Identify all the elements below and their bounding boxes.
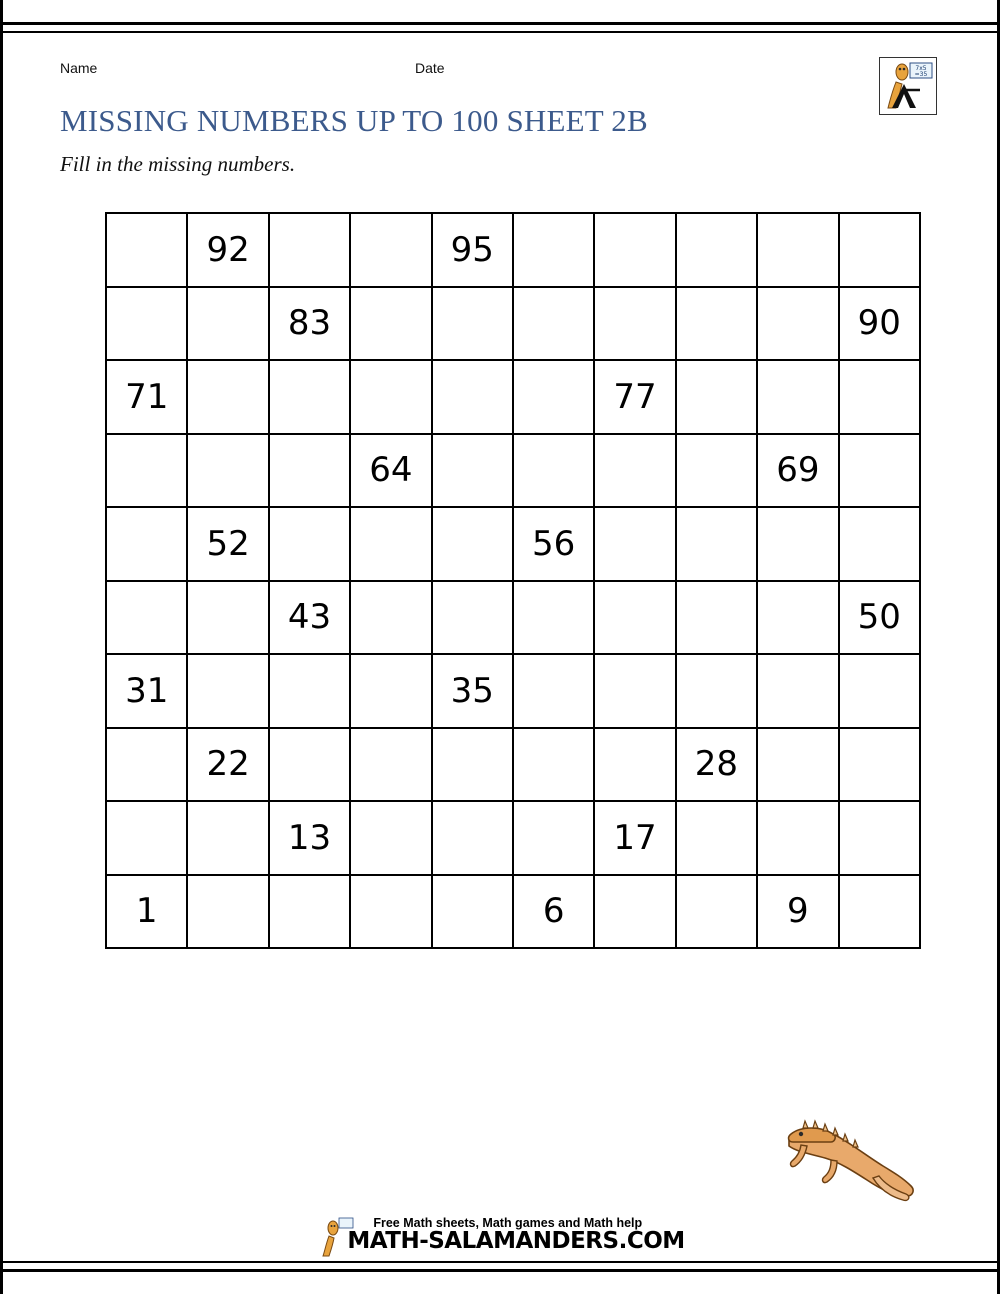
grid-cell[interactable]: 6 [513,875,594,949]
grid-cell[interactable] [676,581,757,655]
grid-cell[interactable] [757,360,838,434]
grid-cell[interactable] [594,434,675,508]
grid-cell[interactable] [676,213,757,287]
footer-tagline: Free Math sheets, Math games and Math help [373,1216,643,1230]
grid-cell[interactable] [513,360,594,434]
grid-cell[interactable]: 52 [187,507,268,581]
grid-cell[interactable] [106,728,187,802]
grid-cell[interactable]: 92 [187,213,268,287]
grid-cell[interactable]: 31 [106,654,187,728]
grid-cell[interactable] [432,287,513,361]
grid-cell[interactable] [594,654,675,728]
grid-cell[interactable] [513,287,594,361]
grid-cell[interactable]: 90 [839,287,920,361]
grid-cell[interactable] [594,287,675,361]
table-row [106,287,920,361]
grid-cell[interactable] [269,360,350,434]
grid-cell[interactable] [839,507,920,581]
svg-text:7x5: 7x5 [915,65,927,72]
grid-cell[interactable]: 22 [187,728,268,802]
table-row [106,507,920,581]
grid-cell[interactable]: 13 [269,801,350,875]
grid-cell[interactable] [187,581,268,655]
grid-cell[interactable] [350,728,431,802]
grid-cell[interactable] [350,654,431,728]
number-grid-table [105,212,921,949]
grid-cell[interactable] [676,801,757,875]
grid-cell[interactable] [350,875,431,949]
svg-text:=35: =35 [914,71,928,78]
grid-cell[interactable] [432,434,513,508]
grid-cell[interactable] [350,581,431,655]
grid-cell[interactable]: 43 [269,581,350,655]
grid-cell[interactable]: 95 [432,213,513,287]
grid-cell[interactable] [513,434,594,508]
table-row [106,654,920,728]
salamander-illustration-icon [767,1104,927,1214]
grid-cell[interactable] [757,287,838,361]
grid-cell[interactable] [350,213,431,287]
table-row [106,801,920,875]
grid-cell[interactable]: 56 [513,507,594,581]
grid-cell[interactable] [676,654,757,728]
grid-cell[interactable] [106,581,187,655]
grid-cell[interactable] [839,654,920,728]
grid-cell[interactable]: 69 [757,434,838,508]
grid-cell[interactable] [432,875,513,949]
missing-numbers-grid [105,212,921,949]
grid-cell[interactable] [757,728,838,802]
grid-cell[interactable] [513,213,594,287]
grid-cell[interactable] [106,287,187,361]
grid-cell[interactable]: 50 [839,581,920,655]
grid-cell[interactable] [106,434,187,508]
grid-cell[interactable] [839,801,920,875]
grid-cell[interactable] [187,434,268,508]
footer [3,1216,1000,1254]
instruction-text: Fill in the missing numbers. [60,152,296,176]
grid-cell[interactable] [106,801,187,875]
table-row [106,875,920,949]
header-fields [60,60,940,80]
grid-cell[interactable]: 64 [350,434,431,508]
grid-cell[interactable] [269,213,350,287]
table-row [106,581,920,655]
grid-cell[interactable] [269,507,350,581]
grid-cell[interactable] [594,213,675,287]
page-title: MISSING NUMBERS UP TO 100 SHEET 2B [60,103,648,138]
table-row [106,728,920,802]
grid-cell[interactable] [594,728,675,802]
grid-cell[interactable] [350,507,431,581]
grid-cell[interactable] [676,875,757,949]
bottom-border-rule-inner [3,1261,1000,1263]
grid-cell[interactable] [594,581,675,655]
grid-cell[interactable] [187,654,268,728]
grid-cell[interactable]: 1 [106,875,187,949]
grid-cell[interactable] [757,213,838,287]
bottom-border-rule-outer [3,1269,1000,1272]
grid-cell[interactable] [757,507,838,581]
table-row [106,434,920,508]
grid-cell[interactable] [839,213,920,287]
grid-cell[interactable] [187,360,268,434]
grid-cell[interactable] [350,287,431,361]
grid-cell[interactable] [839,434,920,508]
grid-cell[interactable] [187,801,268,875]
grid-cell[interactable] [269,434,350,508]
grid-cell[interactable] [513,801,594,875]
grid-cell[interactable] [594,507,675,581]
grid-cell[interactable] [269,728,350,802]
grid-cell[interactable]: 77 [594,360,675,434]
grid-cell[interactable] [106,213,187,287]
grid-cell[interactable] [757,654,838,728]
grid-cell[interactable] [676,287,757,361]
footer-site-url[interactable]: MATH-SALAMANDERS.COM [347,1228,685,1254]
grid-cell[interactable] [676,434,757,508]
grid-cell[interactable]: 71 [106,360,187,434]
name-field-label: Name [60,60,98,76]
grid-cell[interactable] [432,360,513,434]
grid-cell[interactable]: 35 [432,654,513,728]
grid-cell[interactable]: 28 [676,728,757,802]
grid-cell[interactable] [757,581,838,655]
grid-cell[interactable] [839,728,920,802]
grid-cell[interactable] [106,507,187,581]
grid-cell[interactable] [839,875,920,949]
top-border-rule-outer [3,22,1000,25]
table-row [106,213,920,287]
top-border-rule-inner [3,31,1000,33]
salamander-logo-icon [321,1216,369,1260]
date-field-label: Date [415,60,445,76]
grid-cell[interactable] [676,507,757,581]
grid-cell[interactable] [269,875,350,949]
grid-cell[interactable] [757,801,838,875]
grid-cell[interactable]: 83 [269,287,350,361]
grid-cell[interactable] [594,875,675,949]
grid-cell[interactable] [432,507,513,581]
grid-cell[interactable] [187,875,268,949]
grid-cell[interactable] [513,581,594,655]
table-row [106,360,920,434]
grid-cell[interactable] [432,581,513,655]
grid-cell[interactable] [187,287,268,361]
grid-cell[interactable] [432,801,513,875]
grid-cell[interactable] [513,728,594,802]
grid-cell[interactable] [676,360,757,434]
grid-cell[interactable] [839,360,920,434]
math-salamanders-logo-icon [879,57,937,115]
grid-cell[interactable] [513,654,594,728]
grid-cell[interactable]: 17 [594,801,675,875]
grid-cell[interactable] [432,728,513,802]
grid-cell[interactable]: 9 [757,875,838,949]
grid-cell[interactable] [350,801,431,875]
grid-cell[interactable] [350,360,431,434]
grid-cell[interactable] [269,654,350,728]
